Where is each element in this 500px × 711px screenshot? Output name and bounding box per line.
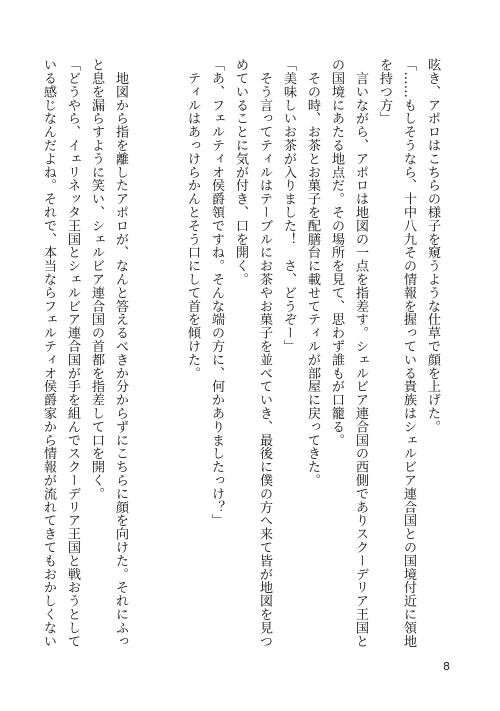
text-line-9: めていることに気が付き、口を開く。 — [233, 58, 248, 286]
page-number: 8 — [443, 660, 450, 673]
text-line-10: 「あ、フェルティオ侯爵領ですね。そんな端の方に、何かありましたっけ？」 — [209, 58, 224, 527]
text-line-6: その時、お茶とお菓子を配膳台に載せてティルが部屋に戻ってきた。 — [305, 58, 320, 487]
text-line-4: 言いながら、アポロは地図の一点を指差す。シェルビア連合国の西側でありスクーデリア王国と — [353, 58, 368, 648]
section-gap — [132, 58, 156, 618]
text-line-8: そう言ってティルはテーブルにお茶やお菓子を並べていき、最後に僕の方へ来て皆が地図を見つ — [257, 58, 272, 648]
text-line-12: 地図から指を離したアポロが、なんと答えるべきか分からずにこちらに顔を向けた。それにふっ — [113, 58, 128, 648]
text-line-5: の国境にあたる地点だ。その場所を見て、思わず誰もが口籠る。 — [329, 58, 344, 447]
text-line-14: 「どうやら、イェリネッタ王国とシェルビア連合国が手を組んでスクーデリア王国と戦おうとして — [65, 58, 80, 648]
text-line-3: を持つ方」 — [377, 58, 392, 125]
text-line-11: ティルはあっけらかんとそう口にして首を傾けた。 — [185, 58, 200, 380]
text-line-7: 「美味しいお茶が入りました！ さ、どうぞー」 — [281, 58, 296, 353]
text-line-2: 「……もしそうなら、十中八九その情報を握っている貴族はシェルビア連合国との国境付近に領地 — [401, 58, 416, 648]
text-line-1: 呟き、アポロはこちらの様子を窺うような仕草で顔を上げた。 — [425, 58, 440, 434]
section-gap — [156, 58, 180, 618]
text-line-15: いる感じなんだよね。それで、本当ならフェルティオ侯爵家から情報が流れてきてもおかしくない — [41, 58, 56, 648]
vertical-text-body — [36, 58, 444, 648]
text-line-13: と息を漏らすように笑い、シェルビア連合国の首都を指差して口を開く。 — [89, 58, 104, 501]
